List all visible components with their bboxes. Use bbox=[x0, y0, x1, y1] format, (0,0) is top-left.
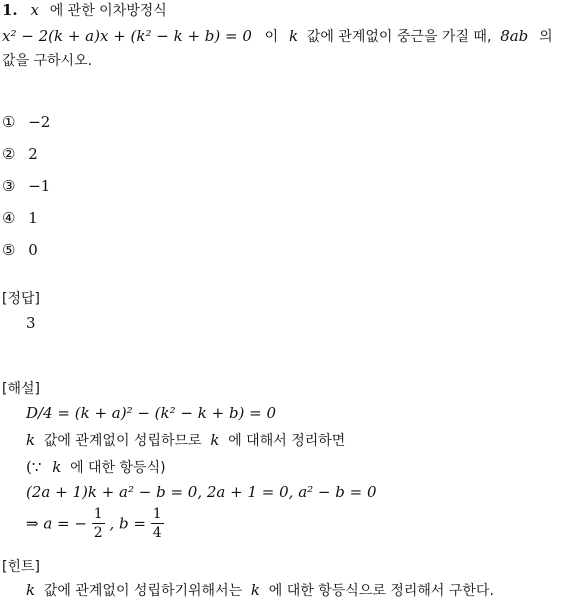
fraction-b bbox=[151, 507, 164, 540]
choice-mark: ④ bbox=[2, 209, 16, 227]
question-line-3: 값을 구하시오. bbox=[2, 53, 93, 69]
fraction-denominator: 4 bbox=[152, 525, 162, 541]
var-k: k bbox=[26, 581, 36, 599]
hint-label: [힌트] bbox=[2, 559, 40, 575]
fraction-numerator: 1 bbox=[152, 506, 162, 522]
choice-1[interactable] bbox=[2, 113, 50, 131]
explanation-text: 값에 관계없이 성립하므로 bbox=[43, 433, 202, 449]
explanation-line-3 bbox=[26, 457, 166, 477]
explanation-text: 에 대해서 정리하면 bbox=[228, 433, 346, 449]
hint-text-a: 값에 관계없이 성립하기위해서는 bbox=[43, 583, 243, 599]
choice-2[interactable] bbox=[2, 145, 38, 163]
var-k: k bbox=[250, 581, 260, 599]
choice-mark: ① bbox=[2, 113, 16, 131]
question-line-2 bbox=[2, 26, 553, 46]
var-k: k bbox=[52, 458, 62, 476]
question-cond-prefix: 이 bbox=[264, 29, 279, 45]
question-end: 의 bbox=[539, 29, 553, 45]
because-symbol: (∵ bbox=[26, 458, 42, 476]
question-equation: x² − 2(k + a)x + (k² − k + b) = 0 bbox=[2, 27, 252, 45]
var-k: k bbox=[210, 431, 220, 449]
choice-value: −2 bbox=[28, 113, 51, 131]
var-x: x bbox=[30, 1, 39, 19]
explanation-implies: ⇒ a = − bbox=[26, 514, 87, 533]
explanation-line-4: (2a + 1)k + a² − b = 0, 2a + 1 = 0, a² − b = 0 bbox=[26, 483, 377, 501]
fraction-numerator: 1 bbox=[93, 506, 103, 522]
explanation-line-2 bbox=[26, 430, 345, 450]
var-k: k bbox=[26, 431, 36, 449]
var-k: k bbox=[288, 27, 299, 45]
explanation-line-1: D/4 = (k + a)² − (k² − k + b) = 0 bbox=[26, 404, 277, 422]
hint-text bbox=[26, 580, 494, 600]
answer-label: [정답] bbox=[2, 291, 40, 307]
explanation-mid: , b = bbox=[109, 514, 146, 533]
choice-3[interactable] bbox=[2, 177, 50, 195]
choice-mark: ⑤ bbox=[2, 241, 16, 259]
explanation-text: 에 대한 항등식) bbox=[70, 460, 166, 476]
explanation-line-5 bbox=[26, 507, 164, 540]
choice-mark: ② bbox=[2, 145, 16, 163]
choice-value: −1 bbox=[28, 177, 51, 195]
fraction-a bbox=[92, 507, 105, 540]
question-number: 1. bbox=[2, 1, 18, 19]
answer-value: 3 bbox=[26, 314, 36, 332]
choice-5[interactable] bbox=[2, 241, 38, 259]
question-line-1 bbox=[2, 0, 167, 20]
question-intro: 에 관한 이차방정식 bbox=[49, 3, 167, 19]
choice-value: 2 bbox=[28, 145, 38, 163]
explanation-label: [해설] bbox=[2, 381, 40, 397]
hint-text-b: 에 대한 항등식으로 정리해서 구한다. bbox=[268, 583, 494, 599]
question-target: 8ab bbox=[500, 27, 529, 45]
choice-4[interactable] bbox=[2, 209, 38, 227]
choice-mark: ③ bbox=[2, 177, 16, 195]
choice-value: 1 bbox=[28, 209, 38, 227]
choice-value: 0 bbox=[28, 241, 38, 259]
fraction-denominator: 2 bbox=[93, 525, 103, 541]
question-cond-suffix: 값에 관계없이 중근을 가질 때, bbox=[306, 29, 492, 45]
